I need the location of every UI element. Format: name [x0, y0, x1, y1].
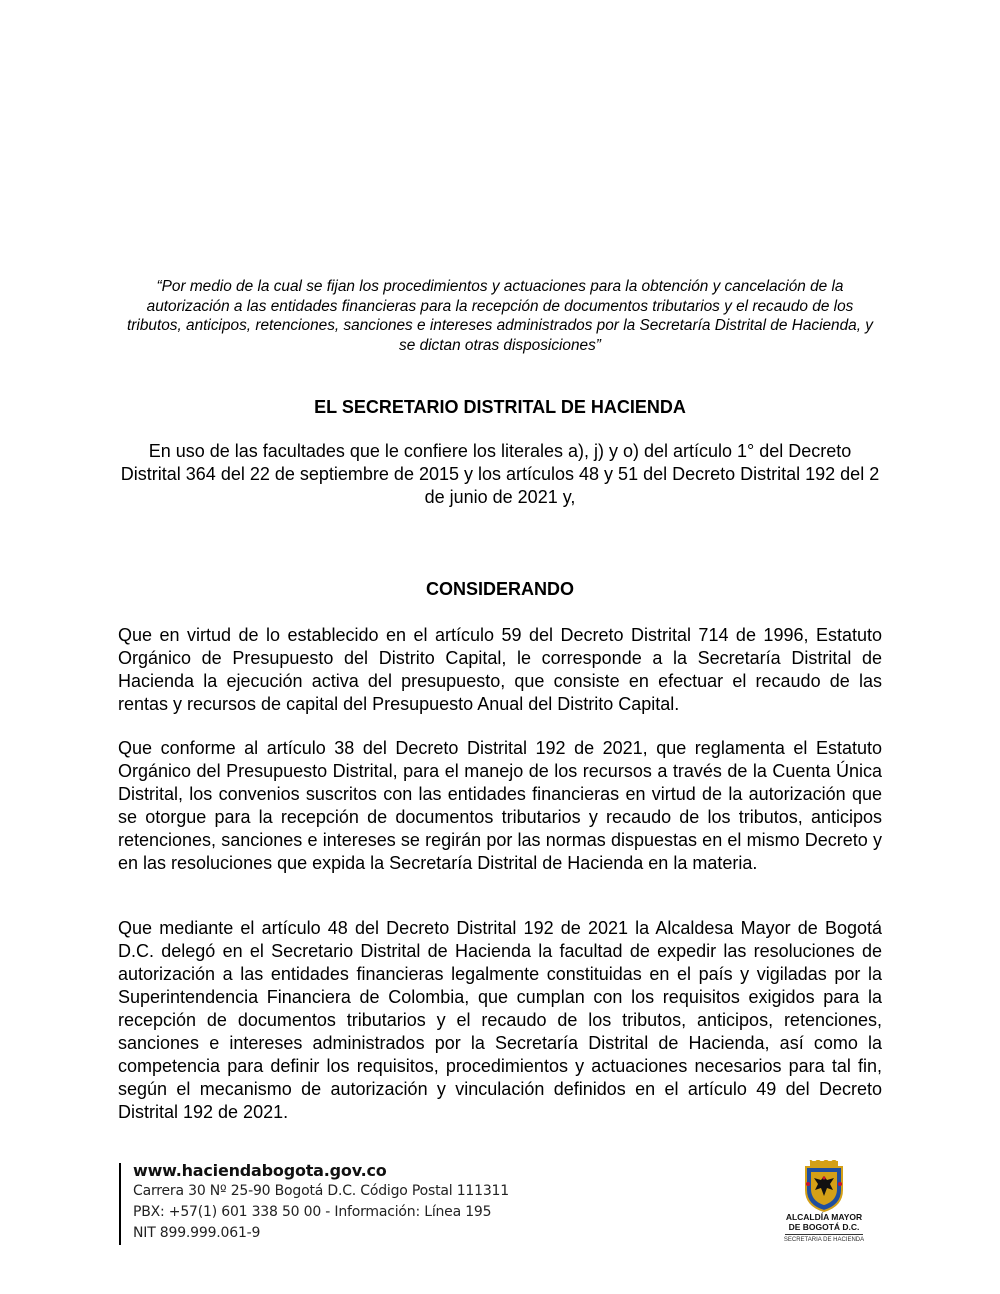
logo-divider [785, 1234, 863, 1235]
considerando-paragraph: Que mediante el artículo 48 del Decreto Distrital 192 de 2021 la Alcaldesa Mayor de Bogotá D.C. delegó en el Secretario Distrital de Hacienda la facultad de expedir las resoluciones de autorización a las entidades financieras legalmente constituidas en el país y vigiladas por la Superintendencia Financiera de Colombia, que cumplan con los requisitos exigidos para la recepción de documentos tributarios y el recaudo de los tributos, anticipos, retenciones, sanciones e intereses administrados por la Secretaría Distrital de Hacienda, así como la competencia para definir los requisitos, procedimientos y actuaciones necesarios para tal fin, según el mecanismo de autorización y vinculación definidos en el artículo 49 del Decreto Distrital 192 de 2021. [118, 918, 882, 1122]
considerando-heading: CONSIDERANDO [425, 579, 574, 599]
faculties-paragraph: En uso de las facultades que le confiere los literales a), j) y o) del artículo 1° del Decreto Distrital 364 del 22 de septiembre de 2015 y los artículos 48 y 51 del Decreto Distrital 192 del 2 de junio de 2021 y, [120, 441, 880, 507]
alcaldia-logo [782, 1160, 866, 1244]
considerando-paragraph: Que en virtud de lo establecido en el artículo 59 del Decreto Distrital 714 de 1996, Estatuto Orgánico de Presupuesto del Distrito Capital, le corresponde a la Secretaría Distrital de Hacienda la ejecución activa del presupuesto, que consiste en efectuar el recaudo de las rentas y recursos de capital del Presupuesto Anual del Distrito Capital. [118, 625, 882, 714]
footer-nit: NIT 899.999.061-9 [133, 1225, 261, 1241]
logo-line-1: ALCALDÍA MAYOR [785, 1212, 863, 1222]
footer-contact [133, 1160, 553, 1244]
authority-heading: EL SECRETARIO DISTRITAL DE HACIENDA [314, 397, 686, 417]
considerando-paragraph: Que conforme al artículo 38 del Decreto Distrital 192 de 2021, que reglamenta el Estatuto Orgánico del Presupuesto Distrital, para el manejo de los recursos a través de la Cuenta Única Distrital, los convenios suscritos con las entidades financieras en virtud de la autorización que se otorgue para la recepción de documentos tributarios y recaudo de los tributos, anticipos retenciones, sanciones e intereses se regirán por las normas dispuestas en el mismo Decreto y en las resoluciones que expida la Secretaría Distrital de Hacienda en la materia. [118, 738, 882, 873]
coat-of-arms-icon [802, 1160, 846, 1212]
logo-line-3: SECRETARIA DE HACIENDA [783, 1237, 865, 1243]
logo-line-2: DE BOGOTÁ D.C. [788, 1222, 860, 1232]
footer-address: Carrera 30 Nº 25-90 Bogotá D.C. Código Postal 111311 [133, 1183, 509, 1199]
footer-website-link[interactable]: www.haciendabogota.gov.co [133, 1161, 387, 1180]
footer-phone: PBX: +57(1) 601 338 50 00 - Información: Línea 195 [133, 1204, 492, 1220]
resolution-subject: “Por medio de la cual se fijan los procedimientos y actuaciones para la obtención y cancelación de la autorización a las entidades financieras para la recepción de documentos tributarios y el recaudo de los tributos, anticipos, retenciones, sanciones e intereses administrados por la Secretaría Distrital de Hacienda, y se dictan otras disposiciones” [127, 278, 873, 354]
footer-divider [119, 1163, 121, 1245]
